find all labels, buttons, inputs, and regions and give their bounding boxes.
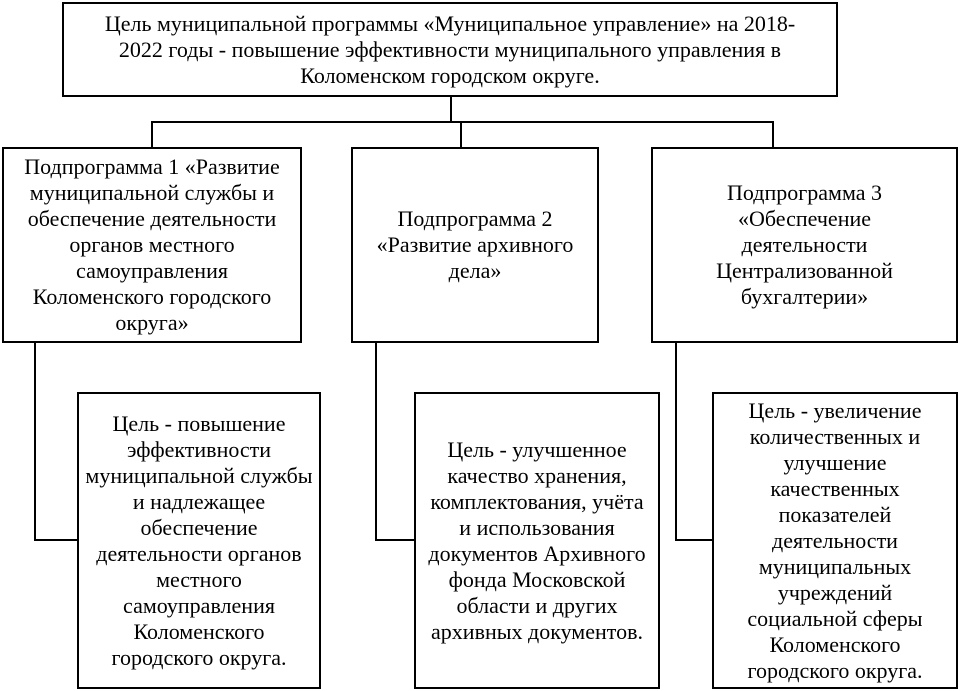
subprogram-2-goal-text: Цель - улучшенное качество хранения, комплектования, учёта и использования документов Архивного фонда Московской области и других архивных документов. <box>428 436 646 644</box>
subprogram-3-goal-text: Цель - увеличение количественных и улучшение качественных показателей деятельности муниципальных учреждений социальной сферы Коломенского городского округа. <box>747 397 923 683</box>
branch-connector-3 <box>772 121 774 149</box>
subprogram-3-goal-box <box>712 392 958 689</box>
program-goal-box <box>62 2 838 97</box>
branch-connector-2 <box>460 121 462 149</box>
goal-connector-down <box>450 96 452 122</box>
subprogram-1-goal-box <box>77 392 321 689</box>
subprogram-1-goal-text: Цель - повышение эффективности муниципальной службы и надлежащее обеспечение деятельности органов местного самоуправления Коломенского городского округа. <box>85 410 313 670</box>
subgoal-connector-3-vertical <box>675 342 677 541</box>
subprogram-3-box <box>651 147 958 343</box>
subgoal-connector-2-vertical <box>375 342 377 541</box>
branch-horizontal-line <box>151 121 774 123</box>
subgoal-connector-1-vertical <box>34 342 36 541</box>
subprogram-3-title: Подпрограмма 3 «Обеспечение деятельности Централизованной бухгалтерии» <box>716 180 893 309</box>
subprogram-1-title: Подпрограмма 1 «Развитие муниципальной службы и обеспечение деятельности органов местного самоуправления Коломенского городского округа» <box>24 154 280 335</box>
branch-connector-1 <box>151 121 153 149</box>
program-goal-text: Цель муниципальной программы «Муниципальное управление» на 2018-2022 годы - повышение эффективности муниципального управления в Коломенском городском округе. <box>104 10 796 88</box>
subgoal-connector-2-horizontal <box>375 539 415 541</box>
subgoal-connector-1-horizontal <box>34 539 78 541</box>
subgoal-connector-3-horizontal <box>675 539 713 541</box>
subprogram-2-box <box>351 147 599 343</box>
subprogram-2-title: Подпрограмма 2 «Развитие архивного дела» <box>376 206 574 283</box>
subprogram-1-box <box>2 147 302 343</box>
subprogram-2-goal-box <box>414 392 660 689</box>
